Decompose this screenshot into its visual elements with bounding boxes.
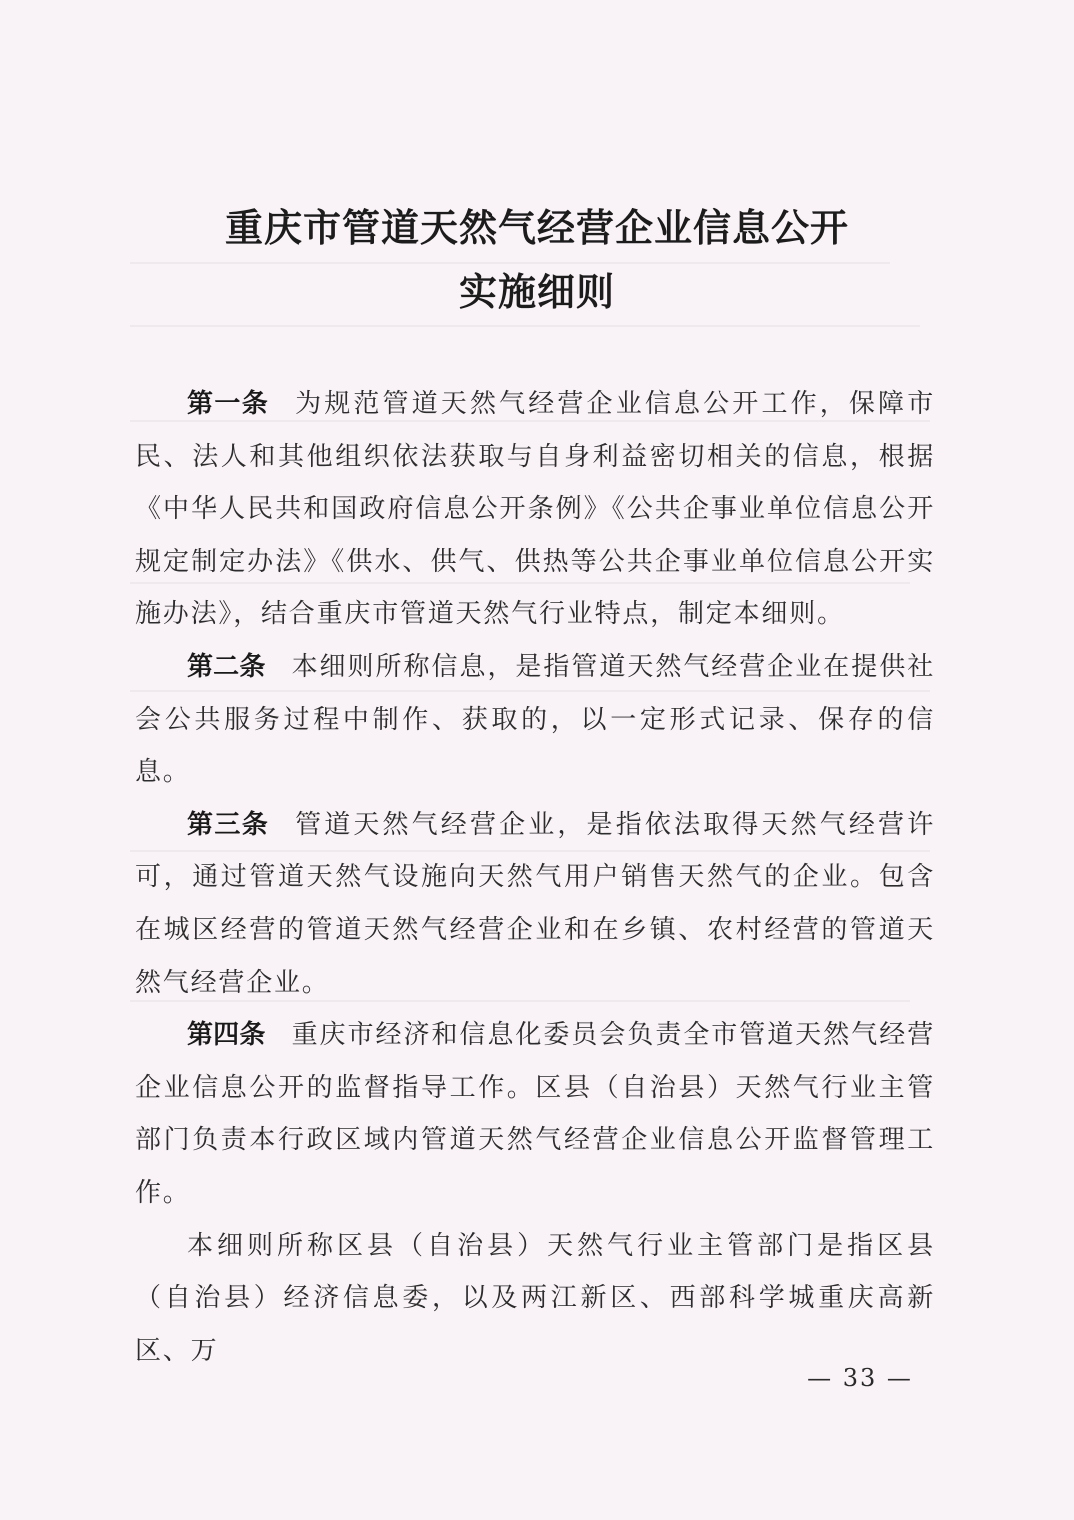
article-paragraph	[135, 1009, 935, 1219]
paragraph-text: 本细则所称区县（自治县）天然气行业主管部门是指区县（自治县）经济信息委，以及两江新区、西部科学城重庆高新区、万	[135, 1230, 935, 1366]
article-heading: 第三条	[187, 809, 270, 840]
article-heading: 第四条	[187, 1020, 266, 1051]
article-heading: 第二条	[187, 651, 266, 682]
document-title-line-2: 实施细则	[458, 270, 615, 314]
article-paragraph	[135, 378, 935, 641]
document-body	[135, 378, 935, 1377]
page-number: — 33 —	[807, 1364, 913, 1392]
bleed-through-line	[130, 325, 920, 327]
article-paragraph	[135, 799, 935, 1009]
article-text: 管道天然气经营企业，是指依法取得天然气经营许可，通过管道天然气设施向天然气用户销售天然气的企业。包含在城区经营的管道天然气经营企业和在乡镇、农村经营的管道天然气经营企业。	[135, 809, 935, 998]
article-heading: 第一条	[187, 389, 270, 419]
article-text: 本细则所称信息，是指管道天然气经营企业在提供社会公共服务过程中制作、获取的，以一定形式记录、保存的信息。	[135, 651, 935, 788]
article-text: 为规范管道天然气经营企业信息公开工作，保障市民、法人和其他组织依法获取与自身利益密切相关的信息，根据《中华人民共和国政府信息公开条例》《公共企事业单位信息公开规定制定办法》《供水、供气、供热等公共企事业单位信息公开实施办法》，结合重庆市管道天然气行业特点，制定本细则。	[135, 389, 935, 630]
document-title-line-1: 重庆市管道天然气经营企业信息公开	[224, 206, 849, 250]
article-paragraph	[135, 641, 935, 799]
body-paragraph	[135, 1220, 935, 1378]
article-text: 重庆市经济和信息化委员会负责全市管道天然气经营企业信息公开的监督指导工作。区县（自治县）天然气行业主管部门负责本行政区域内管道天然气经营企业信息公开监督管理工作。	[135, 1020, 935, 1208]
